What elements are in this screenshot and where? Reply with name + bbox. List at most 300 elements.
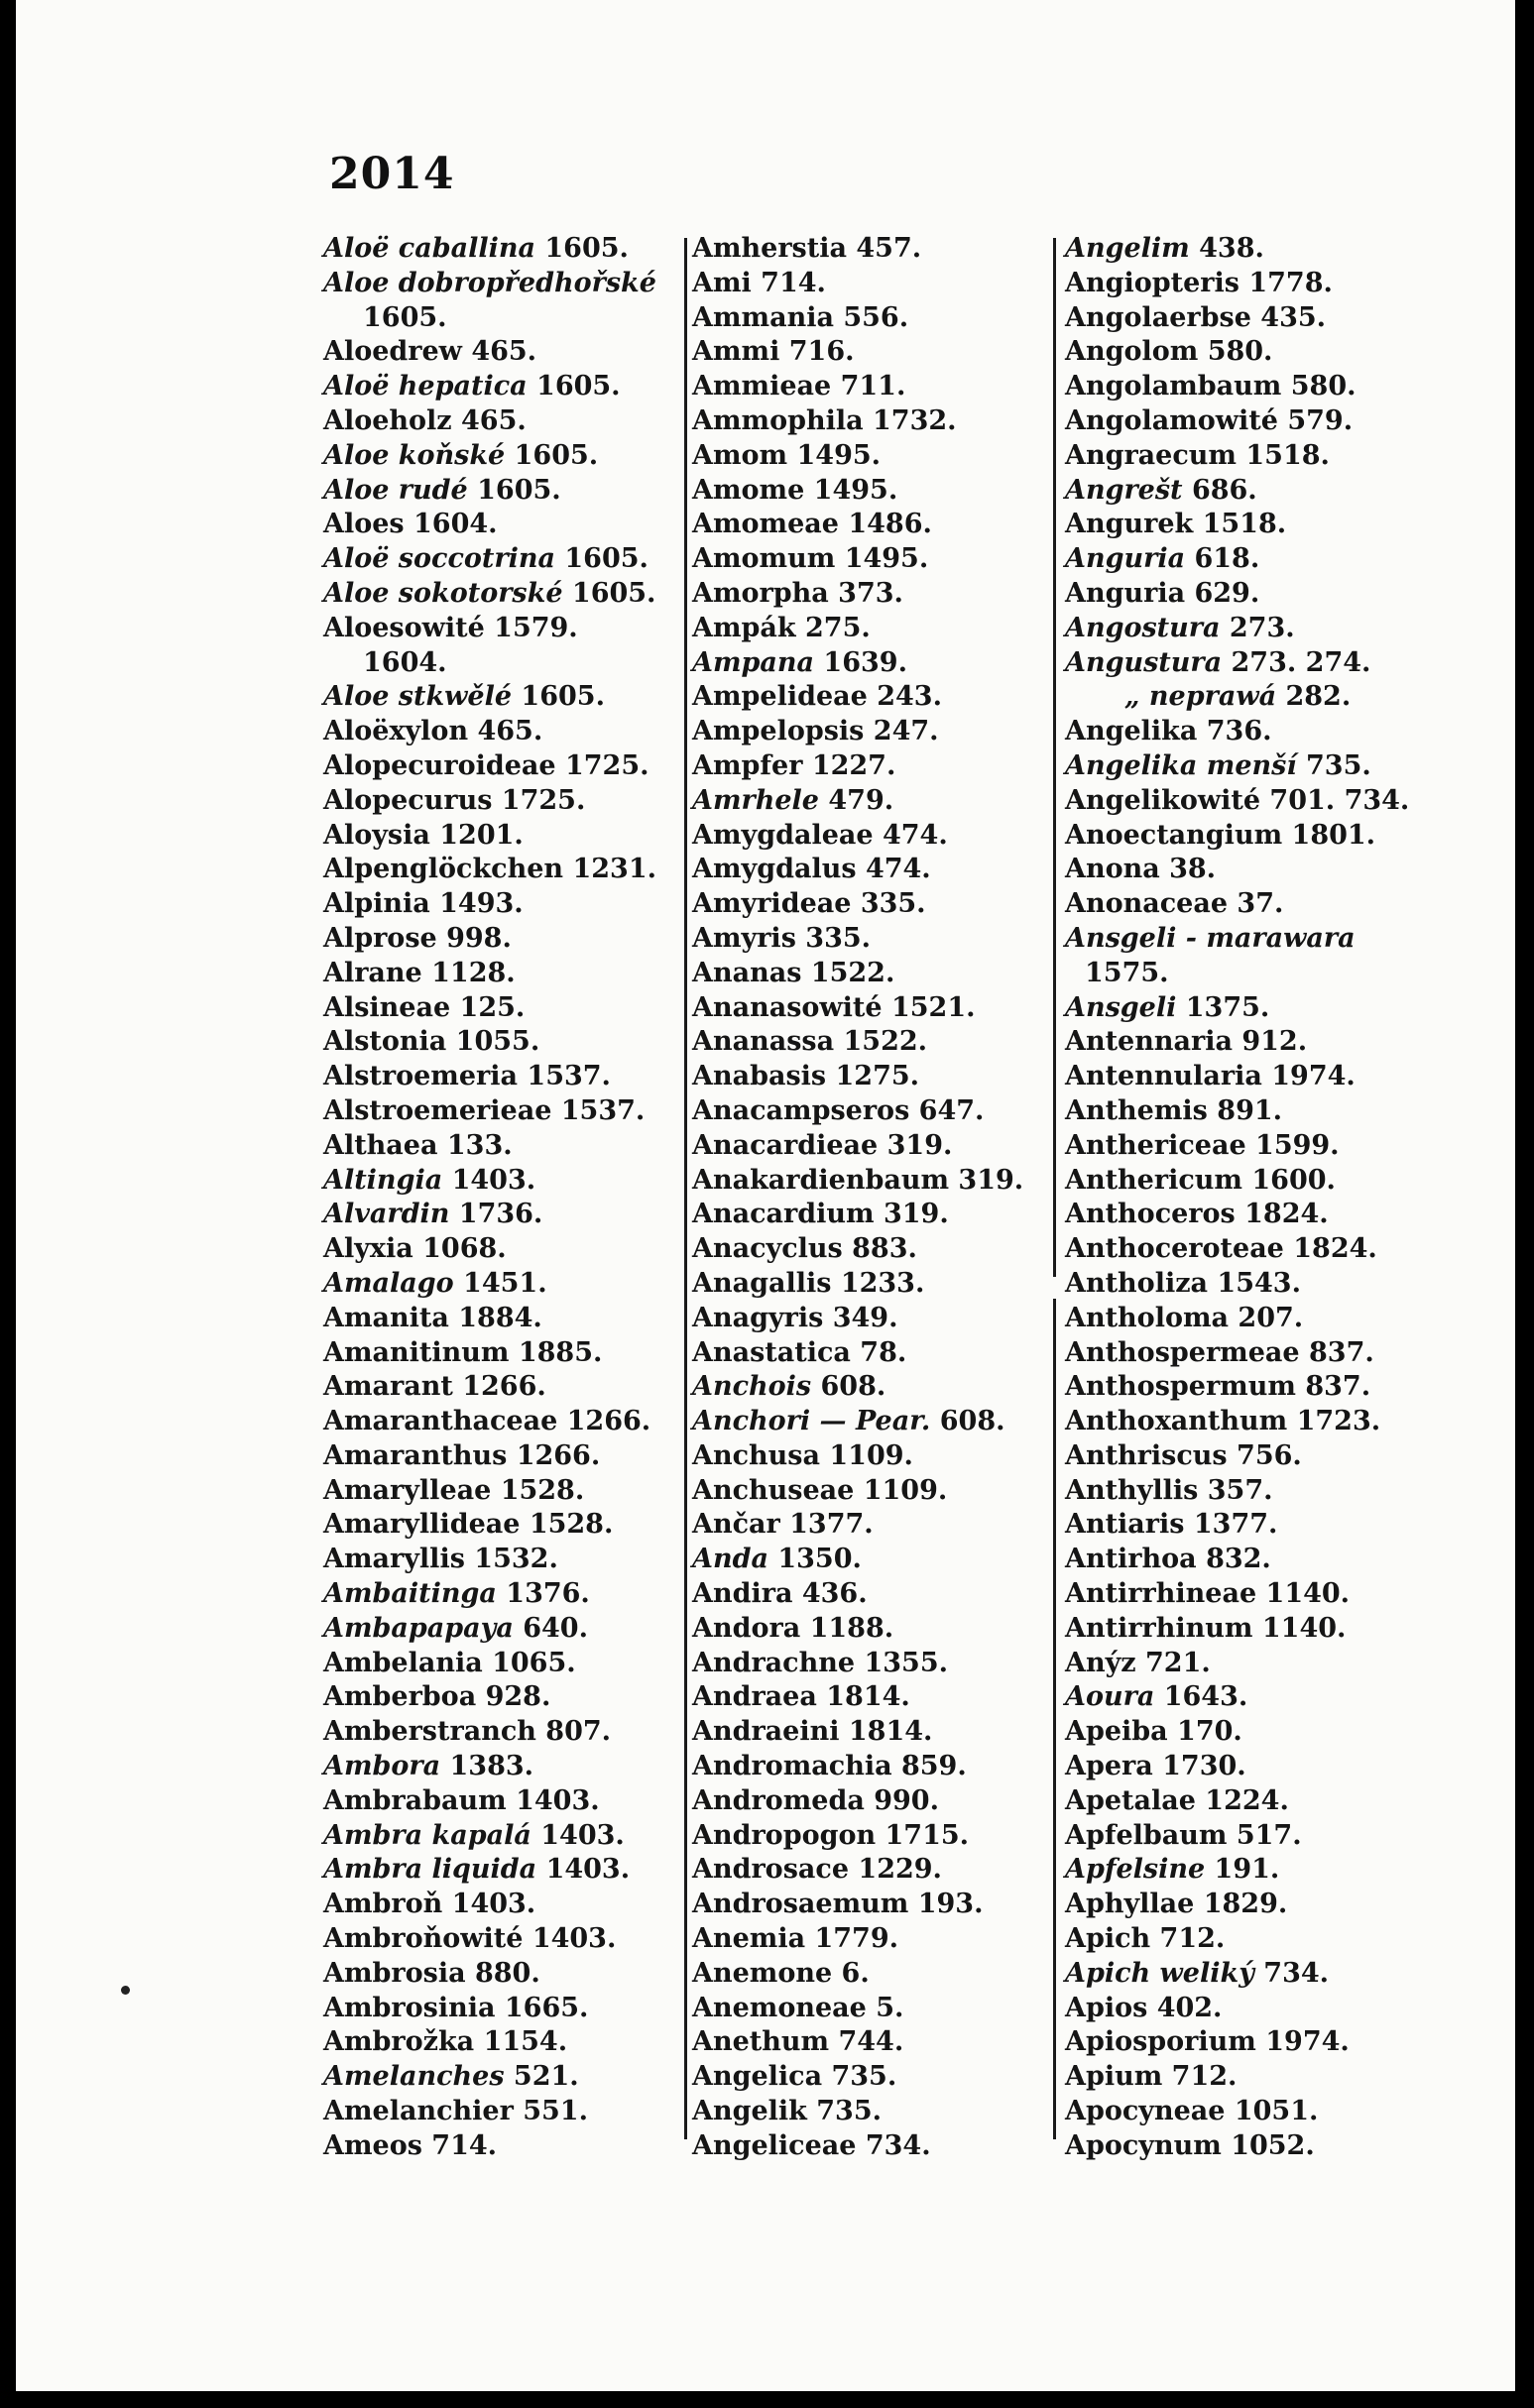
entry-italic-term: Amelanches	[323, 2061, 505, 2093]
entry-text: Anakardienbaum 319.	[692, 1164, 1024, 1196]
index-entry	[1065, 1198, 1409, 1232]
index-entry	[1065, 1302, 1409, 1336]
index-entry	[323, 1025, 656, 1060]
index-entry	[1065, 1577, 1409, 1612]
entry-text: 1575.	[1085, 957, 1169, 988]
entry-text: Antiaris 1377.	[1065, 1509, 1278, 1541]
index-entry	[1065, 1508, 1409, 1543]
entry-text: Antirrhineae 1140.	[1065, 1578, 1351, 1610]
index-entry	[323, 1232, 656, 1267]
entry-text: Anchusa 1109.	[692, 1439, 913, 1471]
index-entry	[1065, 1405, 1409, 1439]
index-entry	[1065, 1853, 1409, 1888]
entry-italic-term: Angostura	[1065, 612, 1221, 643]
index-entry	[323, 1957, 656, 1992]
entry-italic-term: Aoura	[1065, 1681, 1155, 1713]
entry-text: Anemoneae 5.	[692, 1992, 904, 2023]
entry-text: Anthoceroteae 1824.	[1065, 1233, 1377, 1265]
index-entry	[692, 646, 1023, 681]
index-entry	[323, 784, 656, 819]
entry-text: Ambroňowité 1403.	[323, 1923, 617, 1955]
index-entry	[692, 1750, 1023, 1784]
index-entry	[692, 1405, 1023, 1439]
index-entry	[692, 957, 1023, 991]
index-entry	[692, 1647, 1023, 1681]
index-entry	[1065, 542, 1409, 577]
entry-text: 608.	[930, 1406, 1005, 1437]
index-entry	[323, 1439, 656, 1474]
entry-text: 438.	[1189, 233, 1264, 264]
index-entry	[692, 1508, 1023, 1543]
entry-text: 618.	[1185, 543, 1260, 575]
entry-text: Alyxia 1068.	[323, 1233, 507, 1265]
entry-italic-term: „ neprawá	[1124, 681, 1277, 713]
entry-text: Apios 402.	[1065, 1992, 1223, 2023]
index-entry	[1065, 1888, 1409, 1922]
entry-text: Aphyllae 1829.	[1065, 1889, 1288, 1920]
entry-text: Aloëxylon 465.	[323, 716, 543, 747]
entry-text: Angiopteris 1778.	[1065, 267, 1333, 298]
entry-text: 1605.	[363, 301, 447, 333]
entry-text: 273. 274.	[1222, 646, 1371, 678]
index-entry	[323, 1819, 656, 1854]
entry-text: Amom 1495.	[692, 439, 882, 471]
entry-text: Androsace 1229.	[692, 1854, 942, 1886]
index-entry	[323, 1336, 656, 1371]
entry-text: Anthoceros 1824.	[1065, 1199, 1329, 1230]
index-entry	[1065, 2025, 1409, 2060]
index-entry	[692, 267, 1023, 301]
index-entry	[323, 508, 656, 542]
entry-italic-term: Amrhele	[692, 784, 819, 816]
entry-italic-term: Anchois	[692, 1371, 812, 1403]
entry-text: Alpinia 1493.	[323, 888, 524, 920]
entry-text: Andrachne 1355.	[692, 1647, 949, 1678]
entry-text: Anguria 629.	[1065, 577, 1260, 609]
entry-text: 640.	[513, 1612, 588, 1644]
book-page	[16, 0, 1515, 2391]
entry-text: Amberstranch 807.	[323, 1716, 612, 1748]
index-entry	[323, 2095, 656, 2129]
entry-italic-term: Ambapapaya	[323, 1612, 514, 1644]
entry-text: Amaryllis 1532.	[323, 1544, 558, 1575]
entry-text: Ameos 714.	[323, 2129, 498, 2161]
index-entry	[1065, 1680, 1409, 1715]
entry-italic-term: Aloë caballina	[323, 233, 535, 264]
index-entry	[323, 404, 656, 439]
entry-text: 1350.	[767, 1544, 862, 1575]
entry-text: Alopecurus 1725.	[323, 784, 586, 816]
entry-text: Andira 436.	[692, 1578, 868, 1610]
entry-text: Aloes 1604.	[323, 509, 498, 540]
entry-text: Apium 712.	[1065, 2061, 1238, 2093]
index-entry	[692, 1370, 1023, 1405]
index-entry	[1065, 1647, 1409, 1681]
entry-text: Angeliceae 734.	[692, 2129, 931, 2161]
entry-text: Anthoxanthum 1723.	[1065, 1406, 1381, 1437]
entry-italic-term: Angelika menší	[1065, 749, 1297, 781]
index-entry	[1065, 715, 1409, 749]
entry-text: Angurek 1518.	[1065, 509, 1287, 540]
entry-italic-term: Anda	[692, 1544, 768, 1575]
index-entry	[1065, 1612, 1409, 1647]
entry-text: Apiosporium 1974.	[1065, 2026, 1350, 2058]
index-entry	[692, 232, 1023, 267]
index-entry	[323, 370, 656, 404]
entry-text: Amaranthaceae 1266.	[323, 1406, 651, 1437]
index-entry	[1065, 439, 1409, 474]
entry-text: Andropogon 1715.	[692, 1819, 970, 1851]
entry-text: 282.	[1276, 681, 1352, 713]
entry-text: 1639.	[814, 646, 907, 678]
entry-text: Angraecum 1518.	[1065, 439, 1330, 471]
index-entry	[692, 2025, 1023, 2060]
index-entry	[323, 612, 656, 646]
entry-text: Anethum 744.	[692, 2026, 904, 2058]
entry-text: Anacardium 319.	[692, 1199, 949, 1230]
entry-text: Anabasis 1275.	[692, 1061, 920, 1092]
index-entry	[1065, 1750, 1409, 1784]
index-entry	[1065, 1784, 1409, 1819]
entry-text: Anonaceae 37.	[1065, 888, 1284, 920]
index-entry	[1065, 853, 1409, 887]
entry-text: Apich 712.	[1065, 1923, 1226, 1955]
entry-text: Aloeholz 465.	[323, 404, 527, 436]
index-entry	[692, 1336, 1023, 1371]
index-entry	[692, 1957, 1023, 1992]
entry-text: Anacampseros 647.	[692, 1094, 985, 1126]
index-entry	[692, 474, 1023, 509]
entry-text: Amomeae 1486.	[692, 509, 932, 540]
index-entry	[323, 1784, 656, 1819]
index-entry	[1065, 1232, 1409, 1267]
entry-text: 191.	[1205, 1854, 1280, 1886]
entry-text: Ammophila 1732.	[692, 404, 957, 436]
entry-text: Ampfer 1227.	[692, 749, 896, 781]
index-entry	[323, 1922, 656, 1957]
index-entry	[692, 1025, 1023, 1060]
index-column-2	[692, 232, 1023, 2164]
index-entry	[323, 1474, 656, 1509]
index-entry	[1065, 887, 1409, 922]
index-entry	[692, 1164, 1023, 1199]
index-entry	[1065, 646, 1409, 681]
entry-italic-term: Aloë soccotrina	[323, 543, 555, 575]
entry-text: Anthriscus 756.	[1065, 1439, 1302, 1471]
entry-italic-term: Altingia	[323, 1164, 443, 1196]
entry-text: 1605.	[554, 543, 649, 575]
entry-text: Ambrosinia 1665.	[323, 1992, 589, 2023]
index-entry	[692, 1198, 1023, 1232]
index-entry	[323, 2025, 656, 2060]
index-entry	[1065, 1129, 1409, 1164]
index-entry	[323, 1164, 656, 1199]
index-entry	[692, 1853, 1023, 1888]
entry-text: Alrane 1128.	[323, 957, 516, 988]
index-entry	[692, 922, 1023, 957]
entry-text: Anýz 721.	[1065, 1647, 1211, 1678]
entry-text: Apfelbaum 517.	[1065, 1819, 1302, 1851]
entry-text: Ampelopsis 247.	[692, 716, 939, 747]
index-entry	[692, 1784, 1023, 1819]
entry-italic-term: Anguria	[1065, 543, 1186, 575]
entry-text: Anthospermum 837.	[1065, 1371, 1371, 1403]
index-entry	[692, 335, 1023, 370]
index-entry	[1065, 404, 1409, 439]
entry-text: 1403.	[531, 1819, 625, 1851]
entry-text: 1375.	[1176, 991, 1270, 1023]
entry-text: Antholoma 207.	[1065, 1302, 1304, 1333]
entry-text: Angelica 735.	[692, 2061, 897, 2093]
entry-text: Amygdalus 474.	[692, 854, 931, 885]
column-rule-2	[1053, 238, 1056, 1277]
index-entry	[1065, 922, 1409, 957]
index-entry	[692, 1715, 1023, 1750]
entry-text: Ančar 1377.	[692, 1509, 874, 1541]
entry-text: Angelik 735.	[692, 2096, 883, 2127]
entry-italic-term: Ambra kapalá	[323, 1819, 531, 1851]
index-entry	[692, 1992, 1023, 2026]
entry-text: Antholiza 1543.	[1065, 1267, 1301, 1299]
entry-italic-term: Apfelsine	[1065, 1854, 1206, 1886]
entry-text: Anemia 1779.	[692, 1923, 899, 1955]
entry-text: Anacyclus 883.	[692, 1233, 917, 1265]
index-entry	[692, 1060, 1023, 1094]
index-entry	[323, 991, 656, 1026]
index-entry	[323, 1370, 656, 1405]
index-entry	[1065, 335, 1409, 370]
index-entry	[1065, 680, 1409, 715]
index-entry	[692, 784, 1023, 819]
index-entry	[1065, 612, 1409, 646]
entry-text: Amyrideae 335.	[692, 888, 926, 920]
index-entry	[323, 646, 656, 681]
index-entry	[692, 370, 1023, 404]
entry-text: Amorpha 373.	[692, 577, 903, 609]
index-entry	[692, 577, 1023, 612]
index-entry	[1065, 1715, 1409, 1750]
entry-italic-term: Aloë hepatica	[323, 371, 528, 402]
entry-text: Ananas 1522.	[692, 957, 895, 988]
entry-text: Anastatica 78.	[692, 1336, 907, 1368]
entry-text: Ambrabaum 1403.	[323, 1784, 600, 1816]
index-entry	[692, 853, 1023, 887]
index-entry	[323, 1129, 656, 1164]
index-entry	[692, 1129, 1023, 1164]
index-entry	[692, 404, 1023, 439]
entry-text: Anona 38.	[1065, 854, 1217, 885]
entry-text: Aloysia 1201.	[323, 819, 524, 851]
index-entry	[323, 1888, 656, 1922]
entry-text: Ammi 716.	[692, 336, 855, 368]
entry-text: Andora 1188.	[692, 1612, 894, 1644]
index-entry	[323, 1853, 656, 1888]
index-entry	[692, 1439, 1023, 1474]
index-entry	[692, 301, 1023, 336]
index-entry	[692, 819, 1023, 854]
entry-text: Angolambaum 580.	[1065, 371, 1357, 402]
entry-text: Alprose 998.	[323, 922, 512, 954]
entry-text: Angelika 736.	[1065, 716, 1272, 747]
index-entry	[692, 715, 1023, 749]
entry-text: Ammania 556.	[692, 301, 909, 333]
index-entry	[1065, 1094, 1409, 1129]
entry-text: Amaryllideae 1528.	[323, 1509, 614, 1541]
entry-text: Ampelideae 243.	[692, 681, 942, 713]
index-entry	[692, 1232, 1023, 1267]
index-entry	[692, 1922, 1023, 1957]
index-entry	[692, 508, 1023, 542]
index-entry	[1065, 577, 1409, 612]
entry-text: Amanitinum 1885.	[323, 1336, 603, 1368]
entry-text: Ambrožka 1154.	[323, 2026, 568, 2058]
index-entry	[692, 680, 1023, 715]
entry-text: Andraeini 1814.	[692, 1716, 933, 1748]
column-rule-2b	[1053, 1299, 1056, 2139]
index-entry	[1065, 370, 1409, 404]
entry-italic-term: Ansgeli	[1065, 991, 1177, 1023]
index-entry	[692, 749, 1023, 784]
index-entry	[1065, 957, 1409, 991]
entry-italic-term: Angustura	[1065, 646, 1223, 678]
index-entry	[1065, 1992, 1409, 2026]
entry-text: Andromeda 990.	[692, 1784, 939, 1816]
index-entry	[692, 1094, 1023, 1129]
entry-italic-term: Angrešt	[1065, 474, 1183, 506]
entry-text: Amaranthus 1266.	[323, 1439, 601, 1471]
page-number: 2014	[329, 149, 455, 199]
index-entry	[323, 1405, 656, 1439]
index-entry	[1065, 1060, 1409, 1094]
entry-text: Apera 1730.	[1065, 1751, 1246, 1782]
index-entry	[692, 2060, 1023, 2095]
entry-text: 1403.	[442, 1164, 536, 1196]
index-entry	[1065, 2129, 1409, 2164]
entry-italic-term: Ambora	[323, 1751, 441, 1782]
entry-text: 1451.	[453, 1267, 547, 1299]
index-entry	[692, 542, 1023, 577]
index-entry	[1065, 1819, 1409, 1854]
entry-text: Anoectangium 1801.	[1065, 819, 1376, 851]
entry-text: Alopecuroideae 1725.	[323, 749, 649, 781]
index-entry	[1065, 991, 1409, 1026]
entry-italic-term: Aloe koňské	[323, 439, 506, 471]
entry-text: Ammieae 711.	[692, 371, 906, 402]
index-entry	[692, 612, 1023, 646]
index-entry	[692, 2095, 1023, 2129]
entry-text: Angolom 580.	[1065, 336, 1273, 368]
entry-text: Anemone 6.	[692, 1957, 870, 1989]
index-entry	[323, 1647, 656, 1681]
entry-text: Althaea 133.	[323, 1129, 513, 1161]
entry-text: Apocynum 1052.	[1065, 2129, 1315, 2161]
index-column-1	[323, 232, 656, 2164]
entry-text: Aloesowité 1579.	[323, 612, 578, 643]
entry-text: Anagallis 1233.	[692, 1267, 925, 1299]
entry-text: Androsaemum 193.	[692, 1889, 984, 1920]
entry-text: 1605.	[505, 439, 599, 471]
index-entry	[323, 1508, 656, 1543]
entry-text: 273.	[1220, 612, 1295, 643]
index-entry	[323, 957, 656, 991]
entry-italic-term: Ambra liquida	[323, 1854, 537, 1886]
index-entry	[323, 474, 656, 509]
margin-dot	[121, 1986, 130, 1995]
entry-text: Ampák 275.	[692, 612, 871, 643]
index-entry	[1065, 232, 1409, 267]
index-entry	[323, 1680, 656, 1715]
index-entry	[323, 1750, 656, 1784]
index-column-3	[1065, 232, 1409, 2164]
entry-text: Ami 714.	[692, 267, 826, 298]
entry-italic-term: Ambaitinga	[323, 1578, 497, 1610]
index-entry	[323, 680, 656, 715]
entry-text: Antirrhinum 1140.	[1065, 1612, 1347, 1644]
index-entry	[1065, 1474, 1409, 1509]
entry-text: Anthyllis 357.	[1065, 1474, 1273, 1506]
index-entry	[692, 2129, 1023, 2164]
index-entry	[692, 1819, 1023, 1854]
entry-text: Ambelania 1065.	[323, 1647, 576, 1678]
index-entry	[692, 887, 1023, 922]
index-entry	[692, 1680, 1023, 1715]
entry-text: 734.	[1253, 1957, 1330, 1989]
index-entry	[323, 232, 656, 267]
entry-text: Andraea 1814.	[692, 1681, 910, 1713]
index-entry	[1065, 1439, 1409, 1474]
index-entry	[323, 715, 656, 749]
index-entry	[323, 749, 656, 784]
entry-text: 735.	[1296, 749, 1371, 781]
entry-text: Antennularia 1974.	[1065, 1061, 1356, 1092]
index-entry	[1065, 1543, 1409, 1577]
entry-text: Amarant 1266.	[323, 1371, 546, 1403]
entry-text: Angolaerbse 435.	[1065, 301, 1327, 333]
index-entry	[323, 853, 656, 887]
entry-text: Alstroemerieae 1537.	[323, 1094, 646, 1126]
index-entry	[692, 1267, 1023, 1302]
entry-text: Amygdaleae 474.	[692, 819, 948, 851]
entry-text: Anthericeae 1599.	[1065, 1129, 1340, 1161]
index-entry	[323, 1577, 656, 1612]
entry-text: 1605.	[467, 474, 561, 506]
entry-text: Apetalae 1224.	[1065, 1784, 1289, 1816]
entry-text: Aloedrew 465.	[323, 336, 537, 368]
entry-text: Andromachia 859.	[692, 1751, 967, 1782]
index-entry	[1065, 1922, 1409, 1957]
entry-text: 686.	[1182, 474, 1257, 506]
index-entry	[1065, 1957, 1409, 1992]
index-entry	[323, 1543, 656, 1577]
entry-text: 1605.	[512, 681, 605, 713]
index-entry	[323, 439, 656, 474]
entry-text: Amome 1495.	[692, 474, 898, 506]
entry-text: Alsineae 125.	[323, 991, 526, 1023]
index-entry	[323, 922, 656, 957]
entry-italic-term: Aloe sokotorské	[323, 577, 563, 609]
index-entry	[323, 267, 656, 301]
entry-italic-term: Angelim	[1065, 233, 1190, 264]
index-entry	[323, 887, 656, 922]
entry-text: Apeiba 170.	[1065, 1716, 1242, 1748]
entry-text: Anagyris 349.	[692, 1302, 898, 1333]
index-entry	[323, 819, 656, 854]
index-entry	[1065, 474, 1409, 509]
entry-text: 1604.	[363, 646, 447, 678]
index-entry	[692, 1888, 1023, 1922]
index-entry	[323, 1094, 656, 1129]
entry-italic-term: Apich weliký	[1065, 1957, 1254, 1989]
